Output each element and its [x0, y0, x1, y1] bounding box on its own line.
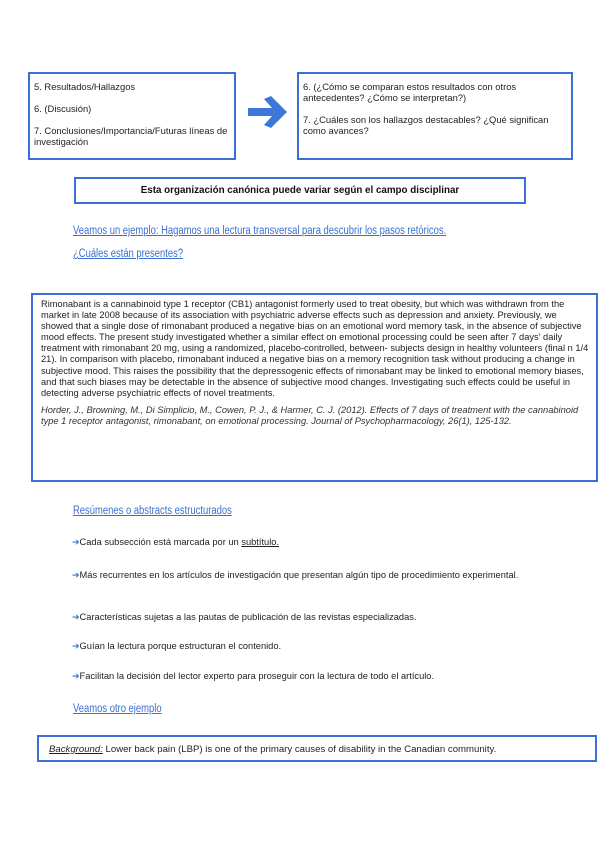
background-text: Lower back pain (LBP) is one of the primary causes of disability in the Canadian community. [102, 744, 497, 755]
steps-box-right [297, 72, 573, 160]
bullet-item: ➔Características sujetas a las pautas de publicación de las revistas especializadas. [72, 612, 417, 622]
another-example-link[interactable]: Veamos otro ejemplo [73, 703, 162, 715]
note-box [74, 177, 526, 204]
bullet-item: ➔Facilitan la decisión del lector experto para proseguir con la lectura de todo el artículo. [72, 671, 435, 681]
background-label: Background: [49, 744, 103, 755]
abstract-text: Rimonabant is a cannabinoid type 1 receptor (CB1) antagonist formerly used to treat obesity, but which was withdrawn from the market in late 2008 because of its association with psychiatric adverse effects such as depression and anxiety. Previously, we showed that a single dose of rimonabant produced a negative bias on an emotional word memory task, in the absence of subjective mood effects. The present study investigated whether a similar effect on emotional processing could be seen after 7 days' daily treatment with rimonabant 20 mg, using a randomized, placebo-controlled, between- subjects design in healthy volunteers (final n 1/4 21). In comparison with placebo, rimonabant induced a negative bias on a memory recognition task without producing a change in subjective mood. This raises the possibility that the depressogenic effects of rimonabant may be linked to emotional memory biases, and that such biases may be detectable in the absence of subjective mood changes. Investigating such effects could be useful in detecting adverse psychiatric effects of novel treatments. [41, 299, 589, 398]
subtitle-link[interactable]: subtítulo. [241, 537, 280, 547]
step-5: 5. Resultados/Hallazgos [34, 81, 136, 92]
steps-box-left [28, 72, 236, 160]
arrow-bullet-icon: ➔ [72, 570, 80, 580]
background-box [37, 735, 597, 762]
step-7-question: 7. ¿Cuáles son los hallazgos destacables? ¿Qué significan como avances? [303, 114, 549, 136]
arrow-bullet-icon: ➔ [72, 671, 80, 681]
step-7: 7. Conclusiones/Importancia/Futuras líneas de investigación [34, 125, 228, 147]
step-6: 6. (Discusión) [34, 103, 92, 114]
abstract-box [31, 293, 598, 482]
example-link[interactable]: Veamos un ejemplo: Hagamos una lectura transversal para descubrir los pasos retóricos. [73, 225, 447, 237]
bullet-item: ➔Guían la lectura porque estructuran el contenido. [72, 641, 282, 651]
bullet-item: ➔Cada subsección está marcada por un subtítulo. [72, 537, 280, 547]
rhetorical-steps-link[interactable]: ¿Cuáles están presentes? [73, 248, 184, 260]
step-6-question: 6. (¿Cómo se comparan estos resultados con otros antecedentes? ¿Cómo se interpretan?) [303, 81, 517, 103]
arrow-bullet-icon: ➔ [72, 612, 80, 622]
arrow-bullet-icon: ➔ [72, 641, 80, 651]
citation: Horder, J., Browning, M., Di Simplicio, M., Cowen, P. J., & Harmer, C. J. (2012). Effects of 7 days of treatment with the cannabinoid type 1 receptor antagonist, rimonabant, on emotional processing. Journal of Psychopharmacology, 26(1), 125-132. [41, 404, 579, 426]
note-text: Esta organización canónica puede variar según el campo disciplinar [140, 185, 460, 196]
arrow-right-icon [244, 94, 290, 130]
arrow-bullet-icon: ➔ [72, 537, 80, 547]
bullet-item: ➔Más recurrentes en los artículos de investigación que presentan algún tipo de procedimiento experimental. [72, 570, 519, 580]
section-title[interactable]: Resúmenes o abstracts estructurados [73, 505, 232, 517]
